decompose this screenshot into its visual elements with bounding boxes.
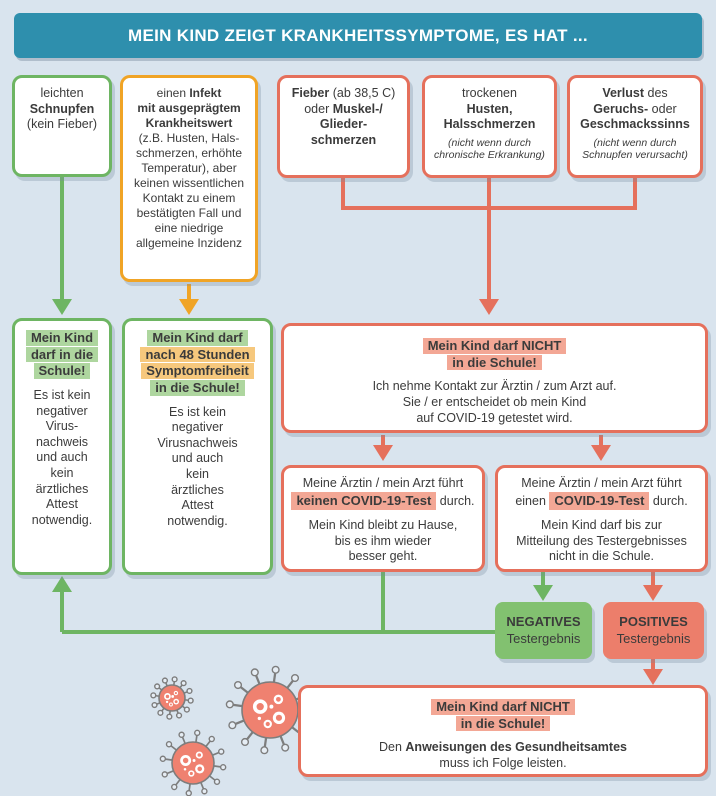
symptom-box-husten: trockenen Husten, Halsschmerzen (nicht wenn durch chronische Erkrankung) — [422, 75, 557, 178]
symptom-text: leichten — [40, 86, 84, 100]
badge-title: POSITIVES — [619, 613, 688, 629]
body-text: Ich nehme Kontakt zur Ärztin / zum Arzt auf. — [372, 379, 617, 394]
body-text: Meine Ärztin / mein Arzt führt — [302, 476, 464, 490]
symptom-box-fieber: Fieber (ab 38,5 C) oder Muskel-/ Glieder- schmerzen — [277, 75, 410, 178]
headline-highlight: Mein Kind darf — [147, 330, 247, 346]
outcome-box-schule-48h: Mein Kind darf nach 48 Stunden Symptomfreiheit in die Schule! Es ist kein negativer Virusnachweis und auch kein ärztliches Attest notwendig. — [122, 318, 273, 575]
symptom-text: Verlust des — [602, 86, 668, 100]
symptom-box-schnupfen: leichten Schnupfen (kein Fieber) — [12, 75, 112, 177]
badge-subtitle: Testergebnis — [616, 630, 691, 646]
headline-highlight: Mein Kind darf NICHT — [431, 699, 575, 715]
decision-box-test: Meine Ärztin / mein Arzt führt einen COVID-19-Test durch. Mein Kind darf bis zur Mitteilung des Testergebnisses nicht in die Schule. — [495, 465, 708, 572]
symptom-text: Fieber (ab 38,5 C) — [291, 86, 396, 100]
decision-box-kein-test: Meine Ärztin / mein Arzt führt keinen COVID-19-Test durch. Mein Kind bleibt zu Hause, bis es ihm wieder besser geht. — [281, 465, 485, 572]
headline-highlight: Mein Kind — [26, 330, 98, 346]
outcome-box-schule-erlaubt: Mein Kind darf in die Schule! Es ist kein negativer Virus- nachweis und auch kein ärztliches Attest notwendig. — [12, 318, 112, 575]
negative-result-badge — [495, 602, 592, 659]
badge-title: NEGATIVES — [506, 613, 581, 629]
headline-highlight: COVID-19-Test — [549, 492, 649, 510]
symptom-note: (nicht wenn durch Schnupfen verursacht) — [582, 136, 688, 162]
symptom-note: (nicht wenn durch chronische Erkrankung) — [434, 136, 545, 162]
outcome-box-schule-verboten: Mein Kind darf NICHT in die Schule! Ich nehme Kontakt zur Ärztin / zum Arzt auf. Sie / er entscheidet ob mein Kind auf COVID-19 getestet wird. — [281, 323, 708, 433]
final-box-schule-verboten: Mein Kind darf NICHT in die Schule! Den Anweisungen des Gesundheitsamtes muss ich Folge leisten. — [298, 685, 708, 777]
body-text: Es ist kein — [33, 387, 91, 402]
header-bar — [14, 13, 702, 58]
symptom-text: trockenen — [462, 86, 517, 100]
body-text: Den Anweisungen des Gesundheitsamtes — [379, 740, 627, 755]
body-text: Es ist kein — [169, 404, 226, 419]
page-title: MEIN KIND ZEIGT KRANKHEITSSYMPTOME, ES HAT ... — [128, 25, 588, 45]
symptom-text: einen Infekt — [156, 86, 222, 100]
body-text: Meine Ärztin / mein Arzt führt — [521, 476, 682, 490]
symptom-box-infekt: einen Infekt mit ausgeprägtem Krankheitswert (z.B. Husten, Hals-schmerzen, erhöhte Temperatur), aber keinen wissentlichen Kontakt zu einem bestätigten Fall und eine niedrige allgemeine Inzidenz — [120, 75, 258, 282]
headline-highlight: Mein Kind darf NICHT — [423, 338, 567, 354]
headline-highlight: keinen COVID-19-Test — [291, 492, 436, 510]
badge-subtitle: Testergebnis — [506, 630, 581, 646]
positive-result-badge — [603, 602, 704, 659]
symptom-box-geruchsverlust: Verlust des Geruchs- oder Geschmackssinns (nicht wenn durch Schnupfen verursacht) — [567, 75, 703, 178]
